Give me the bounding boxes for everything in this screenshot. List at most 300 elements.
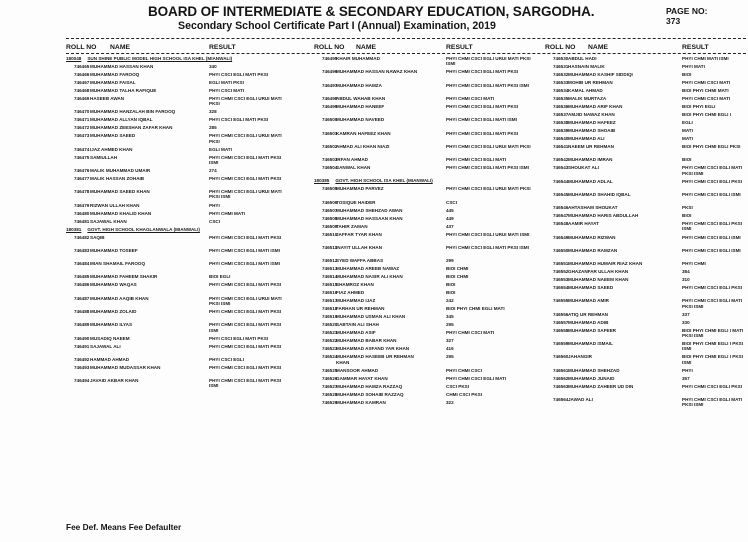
result-value: BIOI	[446, 282, 456, 288]
result-value: PHYI CHMI CSCI EGLI MATI PKSI	[446, 130, 519, 136]
roll-number: 746496	[322, 69, 338, 75]
result-value: 285	[209, 125, 217, 131]
result-value: PHYI CHMI CSCI EGLI URUI MATI PKSI	[446, 186, 531, 192]
student-name: SYED WAFFA ABBAS	[336, 258, 384, 264]
roll-number: 746524	[322, 354, 338, 360]
result-row	[314, 392, 531, 397]
result-row	[545, 368, 748, 373]
roll-number: 746527	[322, 383, 338, 389]
result-row	[66, 155, 289, 166]
student-name: MUHAMMAD WAQAS	[90, 282, 137, 288]
result-value: EGLI MATI PKSI	[209, 80, 244, 85]
student-name: MUHAMMAD HAMZA RAZZAQ	[336, 383, 403, 389]
student-name: MUHAMMAD SAEED	[90, 133, 136, 139]
student-name: TOSIQUE HAIDER	[336, 199, 376, 205]
result-value: 357	[682, 375, 690, 381]
student-name: MUHAMMAD ARIF KHAN	[568, 104, 623, 109]
result-value: PHYI CHMI CSCI EGLI URUI MATI PKSI ISMI	[209, 189, 282, 200]
roll-number: 746468	[74, 88, 90, 93]
result-row	[66, 357, 289, 362]
result-value: CHMI CSCI PKSI	[446, 391, 482, 397]
result-value: PHYI CHMI CSCI EGLI PKSI	[682, 383, 742, 389]
student-name: MUHAMMAD HASSAN KHAN	[90, 64, 154, 69]
school-name: SUN SHINE PUBLIC MODEL HIGH SCHOOL ISA KHEL (MIANWALI)	[87, 56, 233, 61]
result-value: PHYI CHMI CSCI EGLI URUI MATI ISMI	[446, 231, 530, 237]
result-value: BIOI PHYI EGLI	[682, 104, 716, 109]
result-row	[545, 312, 748, 317]
student-name: MANSOOR AHMAD	[336, 367, 379, 373]
student-name: AAMIR HAYAT	[568, 221, 599, 227]
result-row	[545, 285, 748, 296]
roll-number: 746487	[74, 295, 90, 301]
result-row	[314, 144, 531, 155]
roll-number: 746475	[74, 154, 90, 160]
student-name: MUHAMMAD PARVEZ	[336, 186, 384, 192]
student-name: MUHAMMAD SAEED	[568, 285, 614, 291]
result-value: PHYI CHMI CSCI EGLI MATI PKSI	[209, 309, 282, 314]
roll-number: 746517	[322, 298, 338, 304]
result-row	[314, 258, 531, 263]
student-name: MUHAMMAD USMAN ALI KHAN	[336, 314, 406, 320]
result-row	[545, 80, 748, 85]
result-row	[66, 274, 289, 279]
roll-number: 746503	[322, 157, 338, 163]
result-value: PHYI CHMI CSCI MATI	[446, 95, 495, 101]
result-row	[545, 320, 748, 325]
result-row	[66, 72, 289, 77]
result-row	[314, 232, 531, 243]
result-row	[66, 176, 289, 187]
roll-number: 746511	[322, 245, 338, 250]
student-name: MUHAMMAD ASFAND YAR KHAN	[336, 346, 410, 352]
result-row	[66, 344, 289, 355]
roll-number: 746510	[322, 231, 338, 237]
student-name: MUHAMMAD ADIB	[568, 319, 609, 325]
result-row	[314, 117, 531, 128]
roll-number: 746521	[322, 330, 338, 336]
result-row	[545, 112, 748, 117]
student-name: MUHAMMAD NAEEM KHAN	[568, 277, 629, 283]
result-value: PHYI CHMI CSCI EGLI MATI PKSI	[209, 343, 282, 349]
roll-number: 746538	[553, 120, 569, 125]
student-name: MUSADIQ NAEEM	[90, 335, 130, 341]
roll-number: 746514	[322, 274, 338, 280]
student-name: SABTAIN ALI SHAH	[336, 322, 379, 328]
result-value: CSCI	[446, 199, 457, 205]
school-heading	[314, 178, 433, 183]
result-row	[314, 83, 531, 94]
roll-number: 746542	[553, 157, 569, 163]
student-name: MUHAMMAD KHALID KHAN	[90, 210, 152, 216]
roll-number: 746505	[322, 186, 338, 192]
roll-number: 746535	[553, 96, 569, 101]
student-name: SAQIB	[90, 234, 105, 240]
roll-number: 746509	[322, 223, 338, 229]
student-name: MUHAMMAD ZAHEER UD DIN	[568, 383, 634, 389]
result-value: PHYI CHMI CSCI EGLI MATI PKSI ISMI	[446, 165, 529, 171]
result-value: 310	[682, 277, 690, 283]
roll-number: 746478	[74, 189, 90, 195]
result-value: PHYI CHMI	[682, 261, 706, 267]
student-name: MUHAMMAD SOHAIB RAZZAQ	[336, 391, 404, 397]
student-name: MUHAMMAD ALLYAN IQBAL	[90, 117, 153, 123]
roll-number: 746528	[322, 391, 338, 397]
student-name: ATIQ UR REHMAN	[568, 311, 608, 317]
student-name: MUHAMMAD SAFEER	[568, 327, 616, 333]
student-name: MUHAMMAD FAHEEM SHAKIR	[90, 274, 158, 280]
result-row	[545, 328, 748, 339]
roll-number: 746534	[553, 88, 569, 93]
roll-number: 746523	[322, 346, 338, 352]
roll-number: 746518	[322, 306, 338, 312]
school-heading	[66, 56, 232, 61]
roll-number: 746482	[74, 234, 90, 240]
result-row	[545, 136, 748, 141]
roll-number: 746493	[74, 364, 90, 370]
student-name: FIAZ AHMED	[336, 290, 365, 296]
result-row	[314, 354, 531, 365]
name-header: NAME	[588, 44, 609, 51]
student-name: HASNAIN MALIK	[568, 64, 605, 69]
result-value: PHYI CHMI CSCI EGLI MATI PKSI ISMI	[682, 165, 743, 176]
result-value: 295	[446, 354, 454, 360]
result-row	[314, 368, 531, 373]
result-row	[545, 213, 748, 218]
result-row	[66, 378, 289, 389]
result-row	[66, 235, 289, 246]
result-value: PHYI CHMI CSCI EGLI MATI PKSI ISMI	[682, 298, 743, 309]
result-row	[66, 133, 289, 144]
result-row	[314, 104, 531, 115]
result-row	[545, 354, 748, 365]
result-value: BIOI PHYI CHMI EGLI MATI	[446, 306, 505, 312]
roll-number: 746525	[322, 367, 338, 373]
result-value: PHYI CSCI EGLI MATI PKSI	[209, 72, 269, 77]
roll-number: 746562	[553, 375, 569, 381]
student-name: MOHIB UR REHMAN	[568, 80, 613, 85]
result-value: MATI	[682, 136, 693, 141]
page-number: 373	[666, 16, 681, 26]
result-value: 345	[446, 314, 454, 320]
student-name: MALIK MURTAZA	[568, 96, 607, 101]
student-name: SHOUKAT ALI	[568, 165, 599, 171]
result-row	[545, 221, 748, 232]
roll-number: 746516	[322, 290, 338, 296]
student-name: SAJAWAL ALI	[90, 343, 121, 349]
student-name: MUHAMMAD TOSEEF	[90, 247, 138, 253]
roll-number: 746546	[553, 205, 569, 211]
student-name: MUHAMMAD ZEESHAN ZAFAR KHAN	[90, 125, 173, 131]
roll-number: 746485	[74, 274, 90, 280]
result-row	[314, 131, 531, 142]
result-value: PHYI CHMI CSCI MATI	[682, 96, 731, 101]
result-value: BIOI PHYI CHMI MATI	[682, 88, 729, 93]
roll-number: 746554	[553, 285, 569, 291]
roll-number: 746498	[322, 95, 338, 101]
result-value: 416	[446, 346, 454, 352]
school-heading	[66, 227, 200, 232]
result-value: BIOI PHYI CHMI EGLI I PKSI ISMI	[682, 354, 744, 365]
roll-number: 746488	[74, 309, 90, 314]
roll-number: 746548	[553, 221, 569, 227]
roll-number: 746483	[74, 247, 90, 253]
student-name: HAMMAD AHMAD	[90, 356, 130, 362]
result-value: PHYI CSCI EGLI MATI PKSI	[209, 117, 269, 123]
school-name: GOVT. HIGH SCHOOL KHAGLANWALA (MIANWALI)	[87, 226, 200, 232]
roll-number: 746536	[553, 104, 569, 109]
result-value: EGLI	[682, 120, 693, 125]
result-value: PHYI MATI	[682, 64, 705, 69]
roll-number: 746506	[322, 199, 338, 205]
result-value: BIOI PHYI CHMI EGLI PKSI	[682, 144, 741, 149]
result-value: PHYI CHMI CSCI EGLI MATI	[446, 375, 507, 381]
result-value: BIOI	[682, 72, 692, 77]
student-name: MUHAMMAD RIZWAN	[568, 234, 616, 240]
result-value: 295	[446, 322, 454, 328]
result-value: PHYI CHMI CSCI EGLI MATI PKSI	[446, 103, 519, 109]
result-value: PHYI CHMI CSCI MATI	[446, 330, 495, 336]
result-value: PHYI CHMI CSCI EGLI MATI ISMI	[446, 117, 517, 123]
result-value: 242	[446, 298, 454, 304]
roll-number: 746513	[322, 266, 338, 272]
roll-number: 746532	[553, 72, 569, 77]
result-row	[314, 384, 531, 389]
student-name: INAYIT ULLAH KHAN	[336, 245, 383, 250]
result-header: RESULT	[209, 44, 236, 51]
result-row	[314, 165, 531, 176]
student-name: AHTASHAM SHOUKAT	[568, 205, 618, 211]
roll-number: 746561	[553, 367, 569, 373]
result-value: PHYI CSCI EGLI MATI PKSI	[209, 335, 269, 341]
result-value: BIOI CHMI	[446, 274, 469, 280]
result-row	[545, 376, 748, 381]
roll-number: 746556	[553, 311, 569, 317]
student-name: MUHAMMAD ALI	[568, 136, 605, 141]
student-name: MUHAMMAD SHEHZAD AWAN	[336, 207, 403, 213]
result-row	[66, 80, 289, 85]
student-name: GAMMAR HAYAT KHAN	[336, 375, 388, 381]
result-row	[314, 216, 531, 221]
result-value: BIOI PHYI CHMI EGLI I MATI PKSI ISMI	[682, 327, 744, 338]
result-value: 437	[446, 223, 454, 229]
result-row	[66, 88, 289, 93]
student-name: AHMAD ALI KHAN NIAZI	[336, 143, 390, 149]
roll-number: 746497	[322, 82, 338, 88]
result-row	[314, 266, 531, 271]
student-name: MUHAMMAD KASHIF SIDDIQI	[568, 72, 633, 77]
result-row	[314, 224, 531, 229]
result-value: PHYI CHMI CSCI MATI	[682, 80, 731, 85]
school-code: 180385	[314, 178, 330, 184]
result-row	[314, 96, 531, 101]
result-value: BIOI	[682, 157, 692, 163]
student-name: MUHAMMAD FAROOQ	[90, 72, 140, 77]
result-row	[545, 144, 748, 155]
roll-number: 746512	[322, 258, 338, 264]
student-name: IRFAN AHMAD	[336, 157, 368, 163]
roll-number: 746500	[322, 117, 338, 123]
result-value: BIOI CHMI	[446, 266, 469, 272]
result-header: RESULT	[682, 44, 709, 51]
result-row	[314, 346, 531, 351]
student-name: MUHAMMAD SHOAIB	[568, 128, 616, 133]
roll-number: 746550	[553, 247, 569, 253]
roll-number: 746522	[322, 338, 338, 344]
student-name: JAVAID AKBAR KHAN	[90, 378, 139, 384]
roll-number: 746539	[553, 128, 569, 133]
result-value: PHYI CHMI CSCI EGLI MATI PKSI ISMI	[682, 396, 743, 408]
roll-number: 746481	[74, 218, 90, 224]
result-value: 328	[209, 109, 217, 115]
result-row	[545, 235, 748, 246]
result-value: PHYI CHMI CSCI EGLI MATI PKSI	[209, 282, 282, 288]
student-name: JAWAD ALI	[568, 396, 593, 402]
result-value: 327	[446, 338, 454, 344]
roll-number: 746552	[553, 269, 569, 275]
student-name: GHAZANFAR ULLAH KHAN	[568, 269, 629, 275]
roll-number: 746492	[74, 356, 90, 362]
result-row	[314, 245, 531, 256]
student-name: TAHIR ZAMAN	[336, 223, 368, 229]
student-name: MUHAMMAD AREEB NAWAZ	[336, 266, 400, 272]
roll-number: 746499	[322, 103, 338, 109]
roll-number: 746484	[74, 261, 90, 267]
student-name: MUHAMMAD SHAHID IQBAL	[568, 191, 631, 197]
result-value: PHYI CHMI CSCI EGLI PKSI ISMI	[682, 221, 742, 232]
result-row	[545, 269, 748, 274]
student-name: MUHAMMAD AMIR	[568, 298, 609, 304]
roll-number: 746545	[553, 191, 569, 197]
roll-number: 746491	[74, 343, 90, 349]
result-value: 274	[209, 167, 217, 173]
student-name: MUHAMMAD IJAZ	[336, 298, 376, 304]
roll-number: 746486	[74, 282, 90, 288]
result-row	[66, 365, 289, 376]
result-row	[545, 397, 748, 408]
result-row	[545, 88, 748, 93]
name-header: NAME	[356, 44, 377, 51]
student-name: HASEEB AWAN	[90, 96, 125, 101]
student-name: FARHAN UR REHMAN	[336, 306, 385, 312]
school-code: 180048	[66, 56, 82, 61]
result-row	[545, 165, 748, 176]
result-value: 449	[446, 215, 454, 221]
result-value: PHYI CHMI CSCI EGLI ISMI	[682, 191, 741, 197]
student-name: MUHAMMAD ISMAIL	[568, 341, 613, 346]
result-value: PHYI CHMI MATI	[209, 210, 245, 216]
roll-number: 746549	[553, 234, 569, 240]
roll-number: 746529	[322, 399, 338, 405]
roll-number: 746479	[74, 202, 90, 208]
result-value: PHYI CHMI CSCI EGLI MATI PKSI ISMI	[209, 322, 282, 333]
result-row	[545, 277, 748, 282]
result-value: PHYI CSCI EGLI	[209, 356, 244, 362]
student-name: MUHAMMAD MUDASSAR KHAN	[90, 364, 161, 370]
roll-no-header: ROLL NO	[314, 44, 345, 51]
result-row	[314, 338, 531, 343]
roll-number: 746557	[553, 319, 569, 325]
result-value: BIOI	[446, 290, 456, 296]
school-name: GOVT. HIGH SCHOOL ISA KHEL (MIANWALI)	[335, 178, 433, 184]
student-name: MUHAMMAD RAMZAN	[568, 247, 618, 253]
roll-number: 746472	[74, 125, 90, 131]
student-name: MALIK MUHAMMAD UMAIR	[90, 167, 151, 173]
result-row	[66, 282, 289, 293]
result-value: PHYI CHMI CSCI EGLI ISMI	[682, 247, 741, 253]
result-row	[314, 322, 531, 327]
roll-number: 746530	[553, 56, 569, 61]
result-value: PHYI	[682, 367, 693, 373]
result-value: PHYI CHMI CSCI EGLI MATI PKSI	[446, 69, 519, 75]
student-name: MUHAMMAD SAEED KHAN	[90, 189, 150, 195]
result-value: PHYI CHMI CSCI EGLI ISMI	[682, 234, 741, 240]
roll-number: 746480	[74, 210, 90, 216]
result-value: BIOI PHYI CHMI EGLI I	[682, 112, 732, 117]
student-name: SHAMROZ KHAN	[336, 282, 374, 288]
result-value: BIOI EGLI	[209, 274, 231, 280]
roll-number: 746559	[553, 341, 569, 346]
result-value: PHYI CHMI CSCI EGLI MATI	[446, 157, 507, 163]
result-value: EGLI MATI	[209, 146, 232, 152]
result-value: 384	[682, 269, 690, 275]
student-name: MUHAMMAD FAISAL	[90, 80, 136, 85]
result-row	[66, 117, 289, 122]
student-name: MUHAMMAD HAFEEZ	[568, 120, 616, 125]
roll-number: 746489	[74, 322, 90, 328]
result-value: PHYI CHMI CSCI EGLI MATI PKSI ISMI	[446, 245, 529, 250]
result-value: 337	[682, 311, 690, 317]
student-name: MALIK HASSAN ZOHAIB	[90, 175, 145, 181]
result-row	[545, 298, 748, 309]
result-row	[66, 147, 289, 152]
result-row	[545, 56, 748, 61]
student-name: KAMRAN HAFEEZ KHAN	[336, 130, 391, 136]
result-row	[314, 376, 531, 381]
result-row	[314, 274, 531, 279]
result-value: BIOI PHYI CHMI EGLI I PKSI ISMI	[682, 341, 744, 352]
student-name: RIZWAN ULLAH KHAN	[90, 202, 140, 208]
roll-number: 746471	[74, 117, 90, 123]
student-name: MIAN SHAMAIL FAROOQ	[90, 261, 146, 267]
student-name: MUHAMMAD KAMRAN	[336, 399, 386, 405]
result-row	[314, 186, 531, 197]
roll-number: 746501	[322, 130, 338, 136]
result-value: 340	[209, 64, 217, 69]
roll-no-header: ROLL NO	[66, 44, 97, 51]
page-label: PAGE NO:	[666, 6, 708, 16]
roll-number: 746541	[553, 144, 569, 149]
result-row	[66, 64, 289, 69]
student-name: IJAZ AHMED KHAN	[90, 146, 133, 152]
result-value: PHYI CSCI MATI	[209, 88, 245, 93]
roll-number: 746526	[322, 375, 338, 381]
student-name: MUHAMMAD BABAR KHAN	[336, 338, 397, 344]
roll-number: 746490	[74, 335, 90, 341]
roll-number: 746563	[553, 383, 569, 389]
page-number-block	[666, 6, 707, 26]
roll-number: 746537	[553, 112, 569, 117]
student-name: ABDUL HADI	[568, 56, 597, 61]
result-row	[545, 384, 748, 395]
result-value: PHYI CHMI CSCI EGLI URUI MATI PKSI ISMI	[209, 295, 282, 306]
student-name: MUHAMMAD AAQIB KHAN	[90, 295, 149, 301]
result-value: PHYI CHMI CSCI EGLI URUI MATI PKSI ISMI	[446, 56, 531, 67]
student-name: MUHAMMAD JUNAID	[568, 375, 615, 381]
result-value: BIOI	[682, 213, 692, 219]
result-row	[66, 248, 289, 259]
result-row	[66, 189, 289, 200]
student-name: ABDUL WAHAB KHAN	[336, 95, 386, 101]
